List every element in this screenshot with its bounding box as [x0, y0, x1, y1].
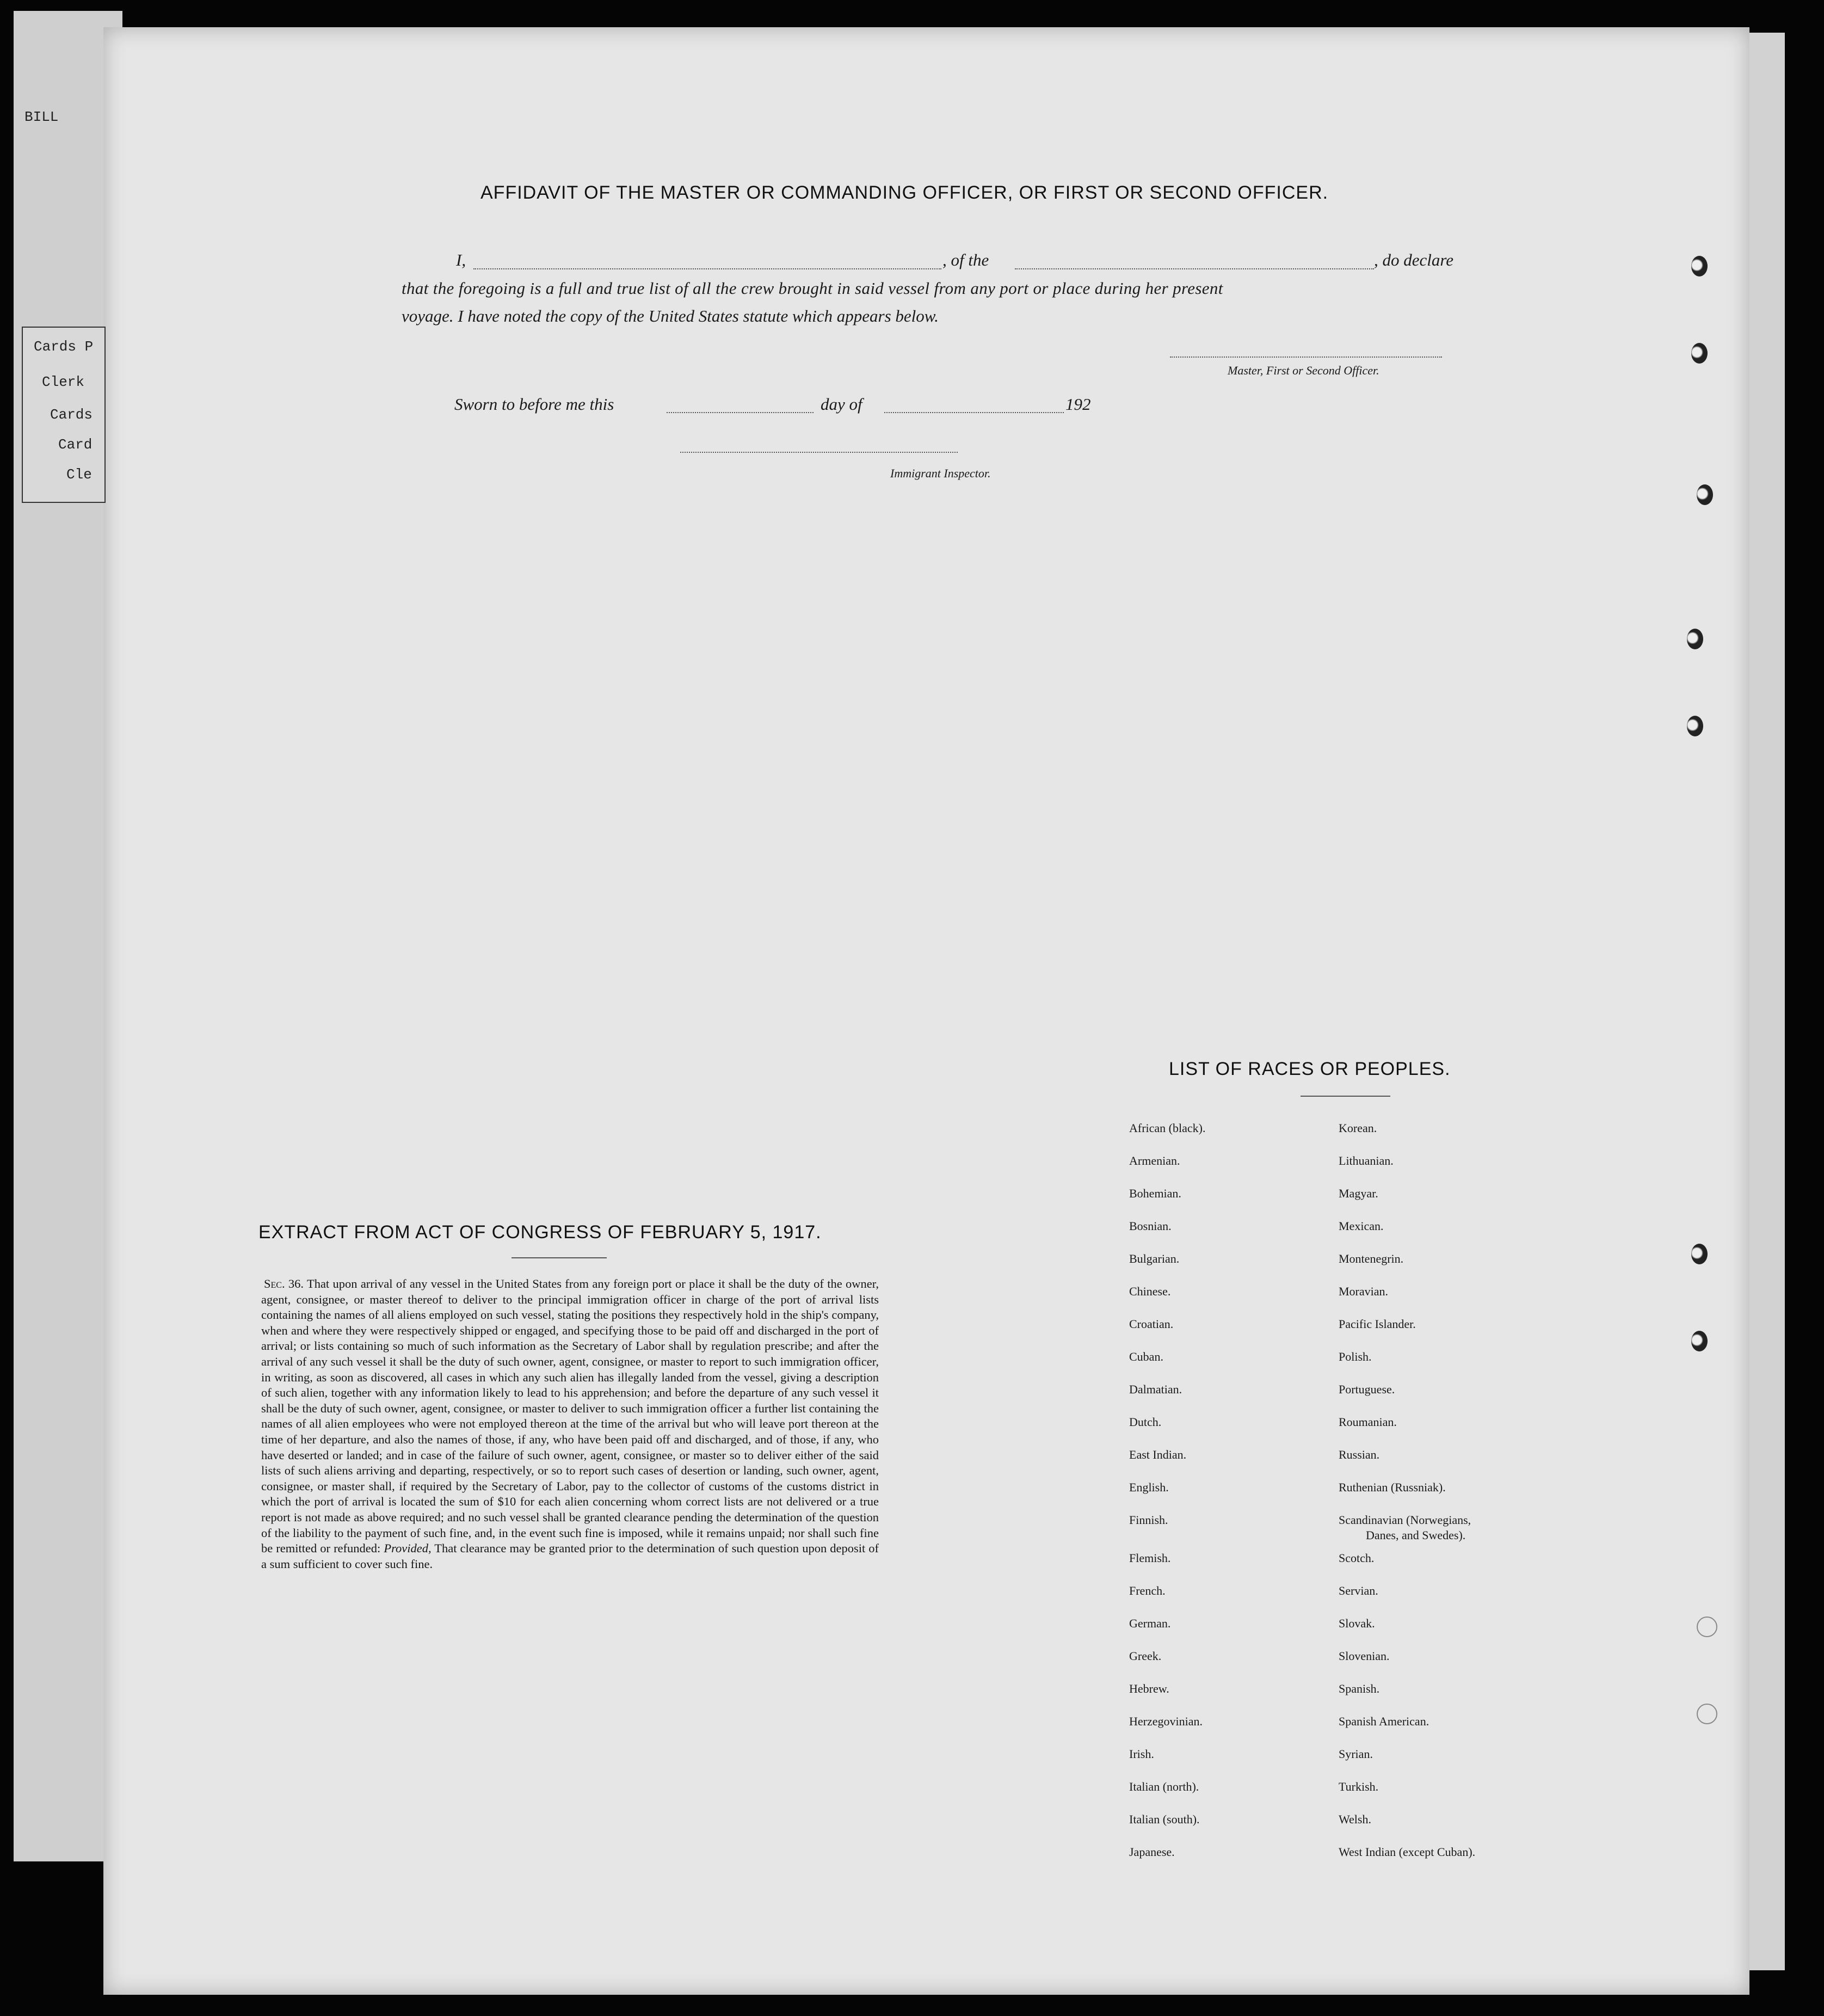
race-item: Servian.: [1339, 1584, 1378, 1597]
signature-label: Master, First or Second Officer.: [1228, 364, 1379, 377]
binder-hole: [1687, 716, 1703, 736]
race-item: Lithuanian.: [1339, 1154, 1394, 1167]
inspector-signature-blank: [680, 452, 958, 453]
races-title: LIST OF RACES OR PEOPLES.: [1169, 1059, 1451, 1079]
extract-title-rule: [512, 1257, 607, 1258]
statute-section-label: Sec. 36.: [264, 1277, 304, 1290]
race-item: Spanish American.: [1339, 1714, 1429, 1728]
side-tab-label: Cards: [50, 407, 93, 423]
race-item: Greek.: [1129, 1649, 1162, 1663]
binder-hole: [1691, 1331, 1708, 1351]
race-item: Moravian.: [1339, 1284, 1389, 1298]
race-item: Syrian.: [1339, 1747, 1373, 1761]
races-title-rule: [1301, 1096, 1390, 1097]
side-tab-label: Card: [58, 437, 93, 453]
name-blank: [473, 268, 941, 269]
race-item: French.: [1129, 1584, 1166, 1597]
statute-provided: Provided,: [384, 1541, 432, 1556]
race-item: Scotch.: [1339, 1551, 1375, 1565]
race-item: Ruthenian (Russniak).: [1339, 1480, 1446, 1494]
race-item: Welsh.: [1339, 1812, 1371, 1826]
race-item: Scandinavian (Norwegians,: [1339, 1513, 1471, 1527]
side-tab-label: Cle: [66, 466, 92, 483]
extract-title: EXTRACT FROM ACT OF CONGRESS OF FEBRUARY 5, 1917.: [258, 1222, 822, 1243]
race-item: English.: [1129, 1480, 1169, 1494]
race-item: Portuguese.: [1339, 1382, 1395, 1396]
statute-body: That upon arrival of any vessel in the United States from any foreign port or place it shall be the duty of the owner, agent, consignee, or master thereof to deliver to the principal immigration officer in charge of the port of arrival lists containing the names of all aliens employed on such vessel, stating the positions they respectively hold in the ship's company, when and where they were respectively shipped or engaged, and specifying those to be paid off and discharged in the port of arrival; or lists containing so much of such information as the Secretary of Labor shall by regulation prescribe; and after the arrival of any such vessel it shall be the duty of such owner, agent, consignee, or master to report to such immigration officer, in writing, as soon as discovered, all cases in which any such alien has illegally landed from the vessel, giving a description of such alien, together with any information likely to lead to his apprehension; and before the departure of any such vessel it shall be the duty of such owner, agent, consignee, or master to deliver to such immigration officer a further list containing the names of all alien employees who were not employed thereon at the time of the arrival but who will leave port thereon at the time of her departure, and also the names of those, if any, who have been paid off and discharged, and of those, if any, who have deserted or landed; and in case of the failure of such owner, agent, consignee, or master so to deliver either of the said lists of such aliens arriving and departing, respectively, or so to report such cases of desertion or landing, such owner, agent, consignee, or master shall, if required by the Secretary of Labor, pay to the collector of customs of the customs district in which the port of arrival is located the sum of $10 for each alien concerning whom correct lists are not delivered or a true report is not made as above required; and no such vessel shall be granted clearance pending the determination of the question of the liability to the payment of such fine, and, in the event such fine is imposed, while it remains unpaid; nor shall such fine be remitted or refunded:: [261, 1277, 879, 1556]
race-item: Mexican.: [1339, 1219, 1384, 1233]
race-item: Japanese.: [1129, 1845, 1175, 1859]
race-item: Pacific Islander.: [1339, 1317, 1416, 1331]
race-item: Cuban.: [1129, 1350, 1163, 1363]
side-tab-label: Clerk: [42, 374, 85, 390]
race-item: Montenegrin.: [1339, 1252, 1404, 1265]
sworn-year: 192: [1065, 395, 1091, 414]
race-item: Bohemian.: [1129, 1187, 1181, 1200]
race-item: Magyar.: [1339, 1187, 1378, 1200]
binder-hole: [1697, 484, 1713, 505]
race-item-continuation: Danes, and Swedes).: [1366, 1528, 1466, 1542]
race-item: Croatian.: [1129, 1317, 1174, 1331]
race-item: Irish.: [1129, 1747, 1154, 1761]
race-item: Slovenian.: [1339, 1649, 1390, 1663]
sworn-month-blank: [884, 412, 1064, 413]
race-item: Armenian.: [1129, 1154, 1180, 1167]
statute-body-end: That clearance may be granted prior to the determination of such question upon deposit of a sum sufficient to cover such fine.: [261, 1541, 879, 1571]
corner-label: BILL: [24, 109, 59, 125]
race-item: Dalmatian.: [1129, 1382, 1182, 1396]
race-item: Slovak.: [1339, 1617, 1375, 1630]
affidavit-declare: , do declare: [1374, 250, 1454, 269]
race-item: Spanish.: [1339, 1682, 1380, 1695]
binder-hole: [1697, 1704, 1717, 1724]
race-item: Turkish.: [1339, 1780, 1379, 1793]
binder-hole: [1687, 629, 1703, 649]
race-item: West Indian (except Cuban).: [1339, 1845, 1476, 1859]
side-tab-stack: [22, 327, 106, 503]
race-item: African (black).: [1129, 1121, 1206, 1135]
binder-hole: [1691, 256, 1708, 276]
race-item: Korean.: [1339, 1121, 1377, 1135]
race-item: Italian (south).: [1129, 1812, 1200, 1826]
affidavit-title: AFFIDAVIT OF THE MASTER OR COMMANDING OFFICER, OR FIRST OR SECOND OFFICER.: [480, 182, 1329, 203]
sworn-text: Sworn to before me this: [454, 395, 614, 414]
race-item: Polish.: [1339, 1350, 1372, 1363]
race-item: Bulgarian.: [1129, 1252, 1180, 1265]
race-item: Herzegovinian.: [1129, 1714, 1203, 1728]
statute-text: [261, 1276, 879, 1572]
vessel-blank: [1015, 268, 1374, 269]
affidavit-line-3: voyage. I have noted the copy of the United States statute which appears below.: [402, 306, 939, 325]
binder-hole: [1691, 1244, 1708, 1264]
race-item: Italian (north).: [1129, 1780, 1199, 1793]
race-item: Bosnian.: [1129, 1219, 1172, 1233]
binder-hole: [1691, 343, 1708, 364]
race-item: Flemish.: [1129, 1551, 1171, 1565]
race-item: Russian.: [1339, 1448, 1380, 1461]
sworn-day-of: day of: [821, 395, 862, 414]
race-item: East Indian.: [1129, 1448, 1187, 1461]
race-item: Finnish.: [1129, 1513, 1168, 1527]
race-item: Chinese.: [1129, 1284, 1171, 1298]
side-tab-label: Cards P: [34, 339, 94, 355]
race-item: German.: [1129, 1617, 1171, 1630]
affidavit-line-2: that the foregoing is a full and true list of all the crew brought in said vessel from any port or place during her present: [402, 279, 1223, 298]
race-item: Dutch.: [1129, 1415, 1162, 1429]
race-item: Hebrew.: [1129, 1682, 1169, 1695]
inspector-label: Immigrant Inspector.: [890, 466, 991, 480]
race-item: Roumanian.: [1339, 1415, 1397, 1429]
binder-hole: [1697, 1617, 1717, 1637]
signature-blank: [1170, 357, 1442, 358]
sworn-day-blank: [667, 412, 814, 413]
affidavit-of-the: , of the: [942, 250, 989, 269]
affidavit-i: I,: [456, 250, 466, 269]
